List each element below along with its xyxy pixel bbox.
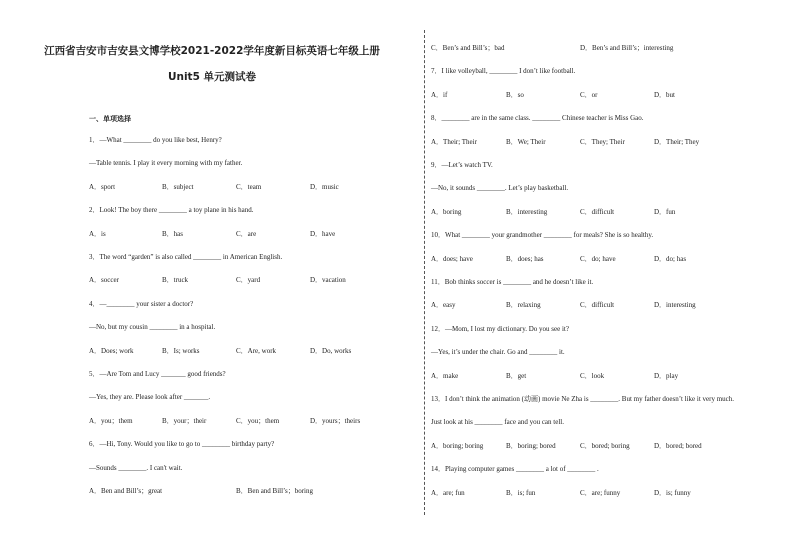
document-subtitle: Unit5 单元测试卷 — [167, 71, 257, 83]
question-line: 8．________ are in the same class. ________ Chinese teacher is Miss Gao. — [431, 114, 644, 123]
answer-option[interactable]: B．Is; works — [162, 346, 200, 355]
question-line: —No, it sounds ________. Let’s play basketball. — [431, 184, 569, 193]
answer-option[interactable]: D．play — [654, 371, 679, 380]
answer-option[interactable]: C．yard — [236, 276, 261, 285]
answer-option[interactable]: A．Ben and Bill’s；great — [89, 487, 163, 495]
answer-option[interactable]: C．or — [580, 90, 598, 99]
question-line: —No, but my cousin ________ in a hospital. — [89, 323, 216, 332]
answer-option[interactable]: A．Their; Their — [431, 137, 477, 146]
answer-option[interactable]: A．if — [431, 90, 448, 99]
question-line: 1．—What ________ do you like best, Henry? — [89, 136, 222, 144]
answer-option[interactable]: D．yours；theirs — [310, 416, 361, 425]
answer-option[interactable]: C．team — [236, 182, 262, 191]
answer-option[interactable]: A．Does; work — [89, 346, 134, 355]
question-line: —Yes, it’s under the chair. Go and ________ it. — [431, 348, 565, 357]
answer-option[interactable]: C．Ben’s and Bill’s；bad — [431, 44, 505, 52]
question-line: —Sounds ________. I can't wait. — [89, 463, 183, 472]
answer-option[interactable]: C．difficult — [580, 301, 615, 310]
question-line: 12．—Mom, I lost my dictionary. Do you see it? — [431, 324, 569, 333]
answer-option[interactable]: C．They; Their — [580, 137, 625, 146]
question-line: —Table tennis. I play it every morning with my father. — [89, 159, 243, 168]
answer-option[interactable]: B．boring; bored — [506, 441, 556, 450]
answer-option[interactable]: A．soccer — [89, 276, 119, 285]
answer-option[interactable]: B．your；their — [162, 416, 207, 425]
question-line: 14．Playing computer games ________ a lot of ________ . — [431, 465, 599, 474]
question-line: 6．—Hi, Tony. Would you like to go to ________ birthday party? — [89, 440, 275, 449]
answer-option[interactable]: B．relaxing — [506, 301, 541, 310]
answer-option[interactable]: C．do; have — [580, 254, 616, 263]
answer-option[interactable]: A．sport — [89, 182, 116, 191]
answer-option[interactable]: D．Do, works — [310, 346, 352, 355]
answer-option[interactable]: A．easy — [431, 301, 456, 310]
answer-option[interactable]: A．is — [89, 229, 106, 238]
answer-option[interactable]: B．interesting — [506, 207, 548, 216]
question-line: Just look at his ________ face and you can tell. — [431, 418, 564, 427]
answer-option[interactable]: B．We; Their — [506, 137, 546, 146]
section-heading: 一、单项选择 — [89, 115, 131, 123]
answer-option[interactable]: C．difficult — [580, 207, 615, 216]
answer-option[interactable]: A．are; fun — [431, 488, 465, 497]
document-title: 江西省吉安市吉安县文博学校2021-2022学年度新目标英语七年级上册 — [44, 45, 380, 57]
answer-option[interactable]: D．bored; bored — [654, 441, 702, 450]
answer-option[interactable]: D．but — [654, 90, 675, 99]
answer-option[interactable]: C．are; funny — [580, 488, 621, 497]
answer-option[interactable]: A．boring; boring — [431, 441, 484, 450]
question-line: 11．Bob thinks soccer is ________ and he doesn’t like it. — [431, 278, 594, 286]
question-line: 10．What ________ your grandmother ________ for meals? She is so healthy. — [431, 231, 654, 240]
answer-option[interactable]: D．interesting — [654, 301, 696, 310]
question-line: 3．The word “garden” is also called ________ in American English. — [89, 253, 283, 261]
question-line: 7．I like volleyball, ________ I don’t like football. — [431, 67, 576, 76]
question-line: 4．—________ your sister a doctor? — [89, 299, 194, 308]
answer-option[interactable]: C．are — [236, 229, 257, 238]
answer-option[interactable]: D．music — [310, 182, 339, 191]
answer-option[interactable]: A．boring — [431, 207, 462, 216]
answer-option[interactable]: C．bored; boring — [580, 441, 630, 450]
question-line: 5．—Are Tom and Lucy _______ good friends? — [89, 370, 226, 378]
question-line: 13．I don’t think the animation (动画) movie Ne Zha is ________. But my father doesn’t like it very much. — [431, 395, 735, 403]
answer-option[interactable]: D．vacation — [310, 276, 346, 285]
answer-option[interactable]: B．Ben and Bill’s；boring — [236, 487, 313, 495]
answer-option[interactable]: B．does; has — [506, 254, 544, 263]
answer-option[interactable]: A．does; have — [431, 254, 473, 263]
answer-option[interactable]: C．look — [580, 371, 605, 380]
answer-option[interactable]: B．has — [162, 229, 183, 238]
answer-option[interactable]: B．subject — [162, 182, 194, 191]
answer-option[interactable]: D．have — [310, 229, 336, 238]
answer-option[interactable]: B．truck — [162, 276, 189, 285]
answer-option[interactable]: A．make — [431, 371, 459, 380]
question-line: 2．Look! The boy there ________ a toy plane in his hand. — [89, 206, 254, 215]
answer-option[interactable]: A．you；them — [89, 416, 133, 425]
answer-option[interactable]: B．is; fun — [506, 488, 536, 497]
answer-option[interactable]: D．fun — [654, 207, 676, 216]
answer-option[interactable]: B．get — [506, 371, 527, 380]
answer-option[interactable]: C．Are, work — [236, 346, 277, 355]
question-line: —Yes, they are. Please look after _______. — [89, 393, 211, 402]
column-divider — [424, 30, 425, 515]
answer-option[interactable]: D．do; has — [654, 254, 687, 263]
answer-option[interactable]: D．Ben’s and Bill’s；interesting — [580, 44, 674, 52]
answer-option[interactable]: B．so — [506, 90, 524, 99]
answer-option[interactable]: C．you；them — [236, 416, 280, 425]
answer-option[interactable]: D．is; funny — [654, 488, 691, 497]
question-line: 9．—Let’s watch TV. — [431, 161, 493, 169]
answer-option[interactable]: D．Their; They — [654, 137, 700, 146]
